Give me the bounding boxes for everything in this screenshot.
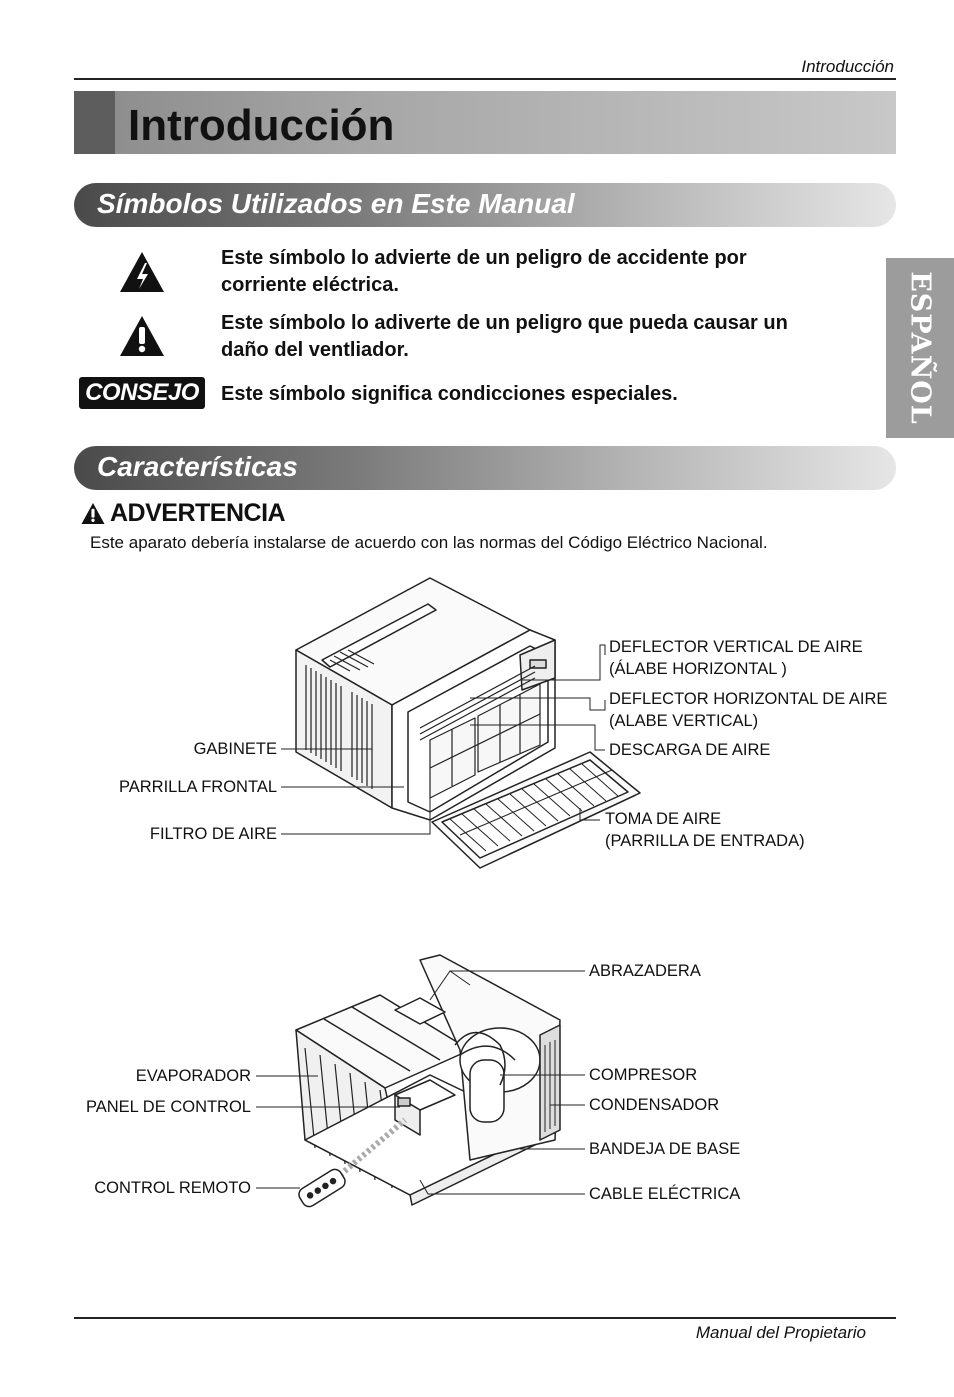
footer-rule bbox=[74, 1317, 896, 1319]
warning-text: Este aparato debería instalarse de acuerdo con las normas del Código Eléctrico Nacional. bbox=[90, 533, 768, 552]
label-filtro-de-aire: FILTRO DE AIRE bbox=[149, 825, 277, 843]
label-cable-electrica: CABLE ELÉCTRICA bbox=[589, 1185, 741, 1203]
consejo-badge: CONSEJO bbox=[79, 377, 205, 409]
label-panel-de-control: PANEL DE CONTROL bbox=[85, 1098, 251, 1116]
footer-label: Manual del Propietario bbox=[695, 1323, 866, 1342]
features-section-heading: Características bbox=[97, 451, 298, 482]
warning-title-text: ADVERTENCIA bbox=[110, 499, 286, 527]
label-deflector-vertical-2: (ÁLABE HORIZONTAL ) bbox=[609, 660, 787, 678]
label-bandeja-de-base: BANDEJA DE BASE bbox=[589, 1140, 741, 1158]
page-title: Introducción bbox=[128, 101, 395, 150]
language-side-tab-label: ESPAÑOL bbox=[904, 271, 936, 425]
label-toma-de-aire-2: (PARRILLA DE ENTRADA) bbox=[605, 832, 805, 850]
label-parrilla-frontal: PARRILLA FRONTAL bbox=[118, 778, 277, 796]
symbol-row-electric-line2: corriente eléctrica. bbox=[221, 274, 399, 296]
label-gabinete: GABINETE bbox=[193, 740, 277, 758]
symbols-section-heading: Símbolos Utilizados en Este Manual bbox=[97, 188, 575, 219]
header-section-label: Introducción bbox=[801, 57, 894, 76]
label-evaporador: EVAPORADOR bbox=[135, 1067, 251, 1085]
symbol-row-warning-line1: Este símbolo lo adiverte de un peligro que pueda causar un bbox=[221, 312, 788, 334]
label-deflector-horizontal-2: (ALABE VERTICAL) bbox=[609, 712, 759, 730]
label-descarga-de-aire: DESCARGA DE AIRE bbox=[609, 741, 771, 759]
symbol-row-electric-line1: Este símbolo lo advierte de un peligro de accidente por bbox=[221, 247, 747, 269]
label-deflector-horizontal-1: DEFLECTOR HORIZONTAL DE AIRE bbox=[609, 690, 888, 708]
label-toma-de-aire-1: TOMA DE AIRE bbox=[605, 810, 722, 828]
label-control-remoto: CONTROL REMOTO bbox=[94, 1179, 251, 1197]
label-condensador: CONDENSADOR bbox=[589, 1096, 720, 1114]
label-abrazadera: ABRAZADERA bbox=[589, 962, 701, 980]
symbol-row-consejo-line1: Este símbolo significa condicciones especiales. bbox=[221, 383, 678, 405]
label-deflector-vertical-1: DEFLECTOR VERTICAL DE AIRE bbox=[609, 638, 863, 656]
label-compresor: COMPRESOR bbox=[589, 1066, 698, 1084]
symbol-row-warning-line2: daño del ventliador. bbox=[221, 339, 409, 361]
